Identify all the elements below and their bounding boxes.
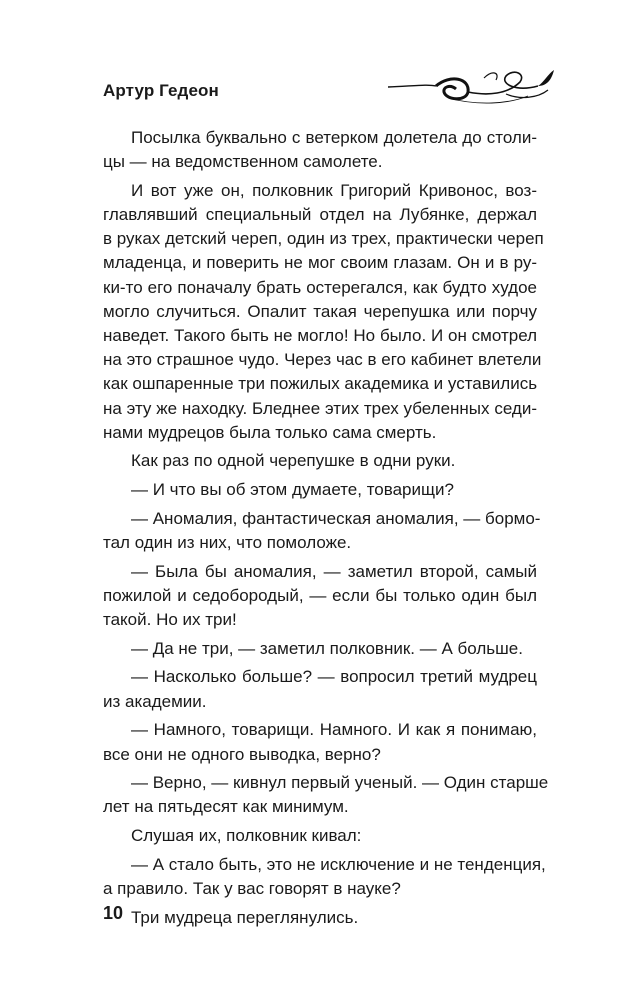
text-line: — Была бы аномалия, — заметил второй, самый (131, 561, 537, 581)
text-line: наведет. Такого быть не могло! Но было. И он смотрел (103, 326, 537, 345)
text-line: нами мудрецов была только сама смерть. (103, 422, 437, 442)
text-line: — Намного, товарищи. Намного. И как я понимаю, (131, 720, 537, 740)
text-line: Слушая их, полковник кивал: (131, 826, 362, 846)
text-line: такой. Но их три! (103, 610, 237, 630)
text-line: — Верно, — кивнул первый ученый. — Один старше (131, 773, 549, 793)
text-line: из академии. (103, 691, 207, 711)
text-line: цы — на ведомственном самолете. (103, 152, 383, 172)
text-line: Как раз по одной черепушке в одни руки. (131, 451, 456, 471)
text-line: тал один из них, что помоложе. (103, 533, 352, 552)
text-line: все они не одного выводка, верно? (103, 744, 381, 764)
text-line: — Да не три, — заметил полковник. — А больше. (131, 638, 523, 658)
decorative-flourish-icon (388, 60, 558, 108)
text-line: — Насколько больше? — вопросил третий мудрец (131, 667, 537, 687)
body-text (103, 126, 549, 930)
text-line: лет на пятьдесят как минимум. (103, 797, 349, 817)
text-line: — И что вы об этом думаете, товарищи? (131, 480, 454, 500)
text-line: И вот уже он, полковник Григорий Кривонос, воз- (131, 180, 537, 200)
text-line: в руках детский череп, один из трех, практически череп (103, 229, 544, 249)
text-line: Посылка буквально с ветерком долетела до столи- (131, 128, 537, 147)
text-line: главлявший специальный отдел на Лубянке, держал (103, 205, 537, 225)
text-line: на это страшное чудо. Через час в его кабинет влетели (103, 350, 542, 370)
text-line: могло случиться. Опалит такая черепушка или порчу (103, 301, 537, 321)
running-head-author: Артур Гедеон (103, 81, 219, 100)
text-line: младенца, и поверить не мог своим глазам. Он и в ру- (103, 253, 537, 273)
text-line: на эту же находку. Бледнее этих трех убеленных седи- (103, 398, 537, 418)
text-line: как ошпаренные три пожилых академика и уставились (103, 374, 538, 394)
text-line: а правило. Так у вас говорят в науке? (103, 878, 401, 898)
text-line: пожилой и седобородый, — если бы только один был (103, 585, 537, 605)
page-number: 10 (103, 903, 124, 923)
text-line: — А стало быть, это не исключение и не тенденция, (131, 854, 546, 874)
text-line: — Аномалия, фантастическая аномалия, — бормо- (131, 508, 541, 528)
text-line: ки-то его поначалу брать остерегался, как будто худое (103, 277, 537, 297)
text-line: Три мудреца переглянулись. (131, 907, 359, 927)
